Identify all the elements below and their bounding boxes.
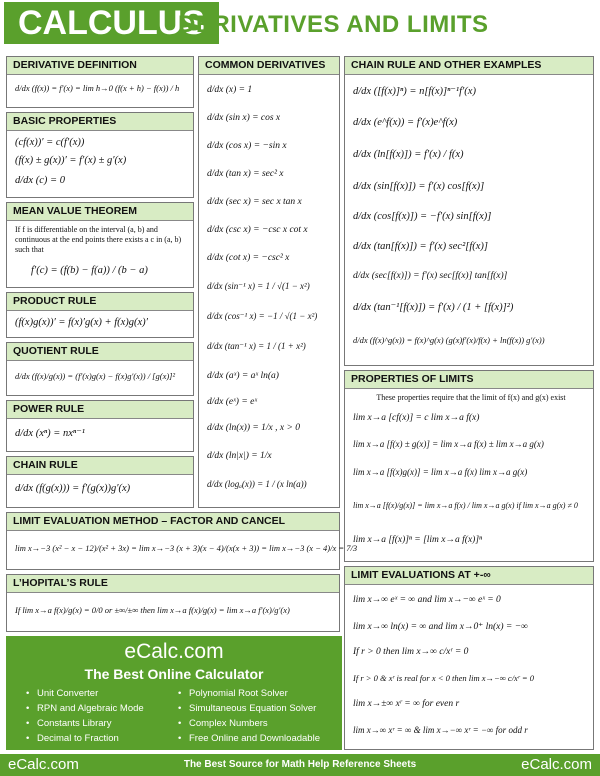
formula-line: lim x→a [f(x) ± g(x)] = lim x→a f(x) ± lim x→a g(x)	[353, 439, 544, 449]
formula-line: If lim x→a f(x)/g(x) = 0/0 or ±∞/±∞ then lim x→a f(x)/g(x) = lim x→a f′(x)/g′(x)	[15, 605, 290, 615]
promo-tagline: The Best Online Calculator	[84, 666, 264, 682]
formula-line: d/dx (sec x) = sec x tan x	[207, 197, 302, 207]
promo-site[interactable]: eCalc.com	[124, 640, 224, 663]
section-title: LIMIT EVALUATIONS AT +-∞	[345, 567, 593, 585]
formula-line: f′(c) = (f(b) − f(a)) / (b − a)	[31, 265, 148, 276]
section-title: PROPERTIES OF LIMITS	[345, 371, 593, 389]
formula-line: (cf(x))′ = c(f′(x))	[15, 137, 85, 148]
section-title: CHAIN RULE	[7, 457, 193, 475]
formula-line: d/dx (tan⁻¹ x) = 1 / (1 + x²)	[207, 341, 306, 351]
section-basic-properties	[6, 112, 194, 198]
formula-line: If r > 0 & xʳ is real for x < 0 then lim x→−∞ c/xʳ = 0	[353, 673, 534, 683]
formula-line: lim x→∞ eˣ = ∞ and lim x→−∞ eˣ = 0	[353, 595, 501, 605]
formula-line: d/dx (f(x)/g(x)) = (f′(x)g(x) − f(x)g′(x)) / [g(x)]²	[15, 371, 176, 381]
footer-link-right[interactable]: eCalc.com	[521, 756, 592, 773]
promo-feature: • RPN and Algebraic Mode	[26, 703, 144, 714]
formula-line: d/dx (f(g(x))) = f′(g(x))g′(x)	[15, 483, 131, 494]
section-title: POWER RULE	[7, 401, 193, 419]
promo-feature: • Unit Converter	[26, 688, 98, 699]
footer-tagline: The Best Source for Math Help Reference Sheets	[183, 759, 417, 770]
formula-line: d/dx (sec[f(x)]) = f′(x) sec[f(x)] tan[f(x)]	[353, 271, 508, 281]
formula-line: lim x→a [f(x)g(x)] = lim x→a f(x) lim x→a g(x)	[353, 467, 528, 477]
formula-line: d/dx (ln(x)) = 1/x , x > 0	[207, 423, 301, 433]
section-lhopitals-rule	[6, 574, 340, 632]
formula-line: d/dx (cos⁻¹ x) = −1 / √(1 − x²)	[207, 311, 318, 321]
section-quotient-rule	[6, 342, 194, 396]
section-title: QUOTIENT RULE	[7, 343, 193, 361]
section-mean-value-theorem	[6, 202, 194, 288]
promo-box	[6, 636, 342, 750]
formula-line: d/dx (ln|x|) = 1/x	[207, 451, 272, 461]
formula-line: d/dx (tan[f(x)]) = f′(x) sec²[f(x)]	[353, 241, 488, 252]
section-title: CHAIN RULE AND OTHER EXAMPLES	[345, 57, 593, 75]
section-title: L’HOPITAL’S RULE	[7, 575, 339, 593]
page-subtitle: DERIVATIVES AND LIMITS	[178, 11, 489, 38]
formula-line: lim x→±∞ xʳ = ∞ for even r	[353, 699, 460, 709]
formula-line: d/dx (f(x)^g(x)) = f(x)^g(x) (g(x)f′(x)/f(x) + ln(f(x)) g′(x))	[353, 335, 545, 345]
formula-line: d/dx (tan x) = sec² x	[207, 169, 284, 179]
promo-feature: • Polynomial Root Solver	[178, 688, 288, 699]
formula-line: lim x→a [f(x)]ⁿ = [lim x→a f(x)]ⁿ	[353, 535, 483, 545]
formula-line: d/dx (f(x)) = f′(x) = lim h→0 (f(x + h) − f(x)) / h	[15, 83, 180, 93]
formula-line: (f(x)g(x))′ = f(x)′g(x) + f(x)g(x)′	[15, 317, 148, 328]
formula-line: d/dx (x) = 1	[207, 85, 253, 95]
formula-line: d/dx (csc x) = −csc x cot x	[207, 225, 308, 235]
promo-feature: • Constants Library	[26, 718, 111, 729]
formula-line: d/dx (sin x) = cos x	[207, 113, 281, 123]
section-limit-evaluations-infinity	[344, 566, 594, 750]
formula-line: lim x→a [f(x)/g(x)] = lim x→a f(x) / lim x→a g(x) if lim x→a g(x) ≠ 0	[353, 501, 578, 510]
section-chain-rule-examples	[344, 56, 594, 366]
formula-line: d/dx ([f(x)]ⁿ) = n[f(x)]ⁿ⁻¹f′(x)	[353, 86, 476, 97]
section-common-derivatives	[198, 56, 340, 508]
formula-line: lim x→−3 (x² − x − 12)/(x² + 3x) = lim x→−3 (x + 3)(x − 4)/(x(x + 3)) = lim x→−3 (x − 4)/x = 7/3	[15, 543, 358, 553]
promo-feature: • Free Online and Downloadable	[178, 733, 320, 744]
section-note: These properties require that the limit of f(x) and g(x) exist	[376, 393, 566, 402]
formula-line: lim x→a [cf(x)] = c lim x→a f(x)	[353, 413, 480, 423]
formula-line: If r > 0 then lim x→∞ c/xʳ = 0	[353, 647, 469, 657]
section-power-rule	[6, 400, 194, 452]
section-title: COMMON DERIVATIVES	[199, 57, 339, 75]
formula-line: d/dx (tan⁻¹[f(x)]) = f′(x) / (1 + [f(x)]²)	[353, 302, 514, 313]
formula-line: d/dx (cos[f(x)]) = −f′(x) sin[f(x)]	[353, 211, 492, 222]
formula-line: d/dx (logₐ(x)) = 1 / (x ln(a))	[207, 479, 307, 489]
section-properties-of-limits	[344, 370, 594, 562]
formula-line: lim x→∞ ln(x) = ∞ and lim x→0⁺ ln(x) = −∞	[353, 622, 528, 632]
promo-feature: • Simultaneous Equation Solver	[178, 703, 316, 714]
section-title: LIMIT EVALUATION METHOD – FACTOR AND CANCEL	[7, 513, 339, 531]
formula-line: d/dx (aˣ) = aˣ ln(a)	[207, 371, 279, 381]
section-title: DERIVATIVE DEFINITION	[7, 57, 193, 75]
page-header	[0, 0, 600, 48]
formula-line: d/dx (c) = 0	[15, 175, 65, 186]
footer-link-left[interactable]: eCalc.com	[8, 756, 79, 773]
formula-line: (f(x) ± g(x))′ = f′(x) ± g′(x)	[15, 155, 127, 166]
section-derivative-definition	[6, 56, 194, 108]
section-chain-rule	[6, 456, 194, 508]
formula-line: d/dx (e^f(x)) = f′(x)e^f(x)	[353, 117, 458, 128]
formula-line: d/dx (cot x) = −csc² x	[207, 253, 290, 263]
promo-feature: • Complex Numbers	[178, 718, 268, 729]
section-title: PRODUCT RULE	[7, 293, 193, 311]
section-title: MEAN VALUE THEOREM	[7, 203, 193, 221]
formula-line: d/dx (cos x) = −sin x	[207, 141, 287, 151]
section-note: If f is differentiable on the interval (a, b) and continuous at the end points there exists a c in (a, b) such that	[15, 225, 182, 254]
promo-feature: • Decimal to Fraction	[26, 733, 119, 744]
formula-line: d/dx (ln[f(x)]) = f′(x) / f(x)	[353, 149, 464, 160]
section-title: BASIC PROPERTIES	[7, 113, 193, 131]
page-title: CALCULUS	[4, 2, 219, 44]
formula-line: lim x→∞ xʳ = ∞ & lim x→−∞ xʳ = −∞ for odd r	[353, 725, 528, 735]
section-limit-evaluation-method	[6, 512, 358, 570]
section-product-rule	[6, 292, 194, 338]
formula-line: d/dx (sin⁻¹ x) = 1 / √(1 − x²)	[207, 281, 310, 291]
footer-bar	[0, 754, 600, 776]
formula-line: d/dx (eˣ) = eˣ	[207, 397, 258, 407]
formula-line: d/dx (sin[f(x)]) = f′(x) cos[f(x)]	[353, 181, 485, 192]
formula-line: d/dx (xⁿ) = nxⁿ⁻¹	[15, 428, 85, 439]
